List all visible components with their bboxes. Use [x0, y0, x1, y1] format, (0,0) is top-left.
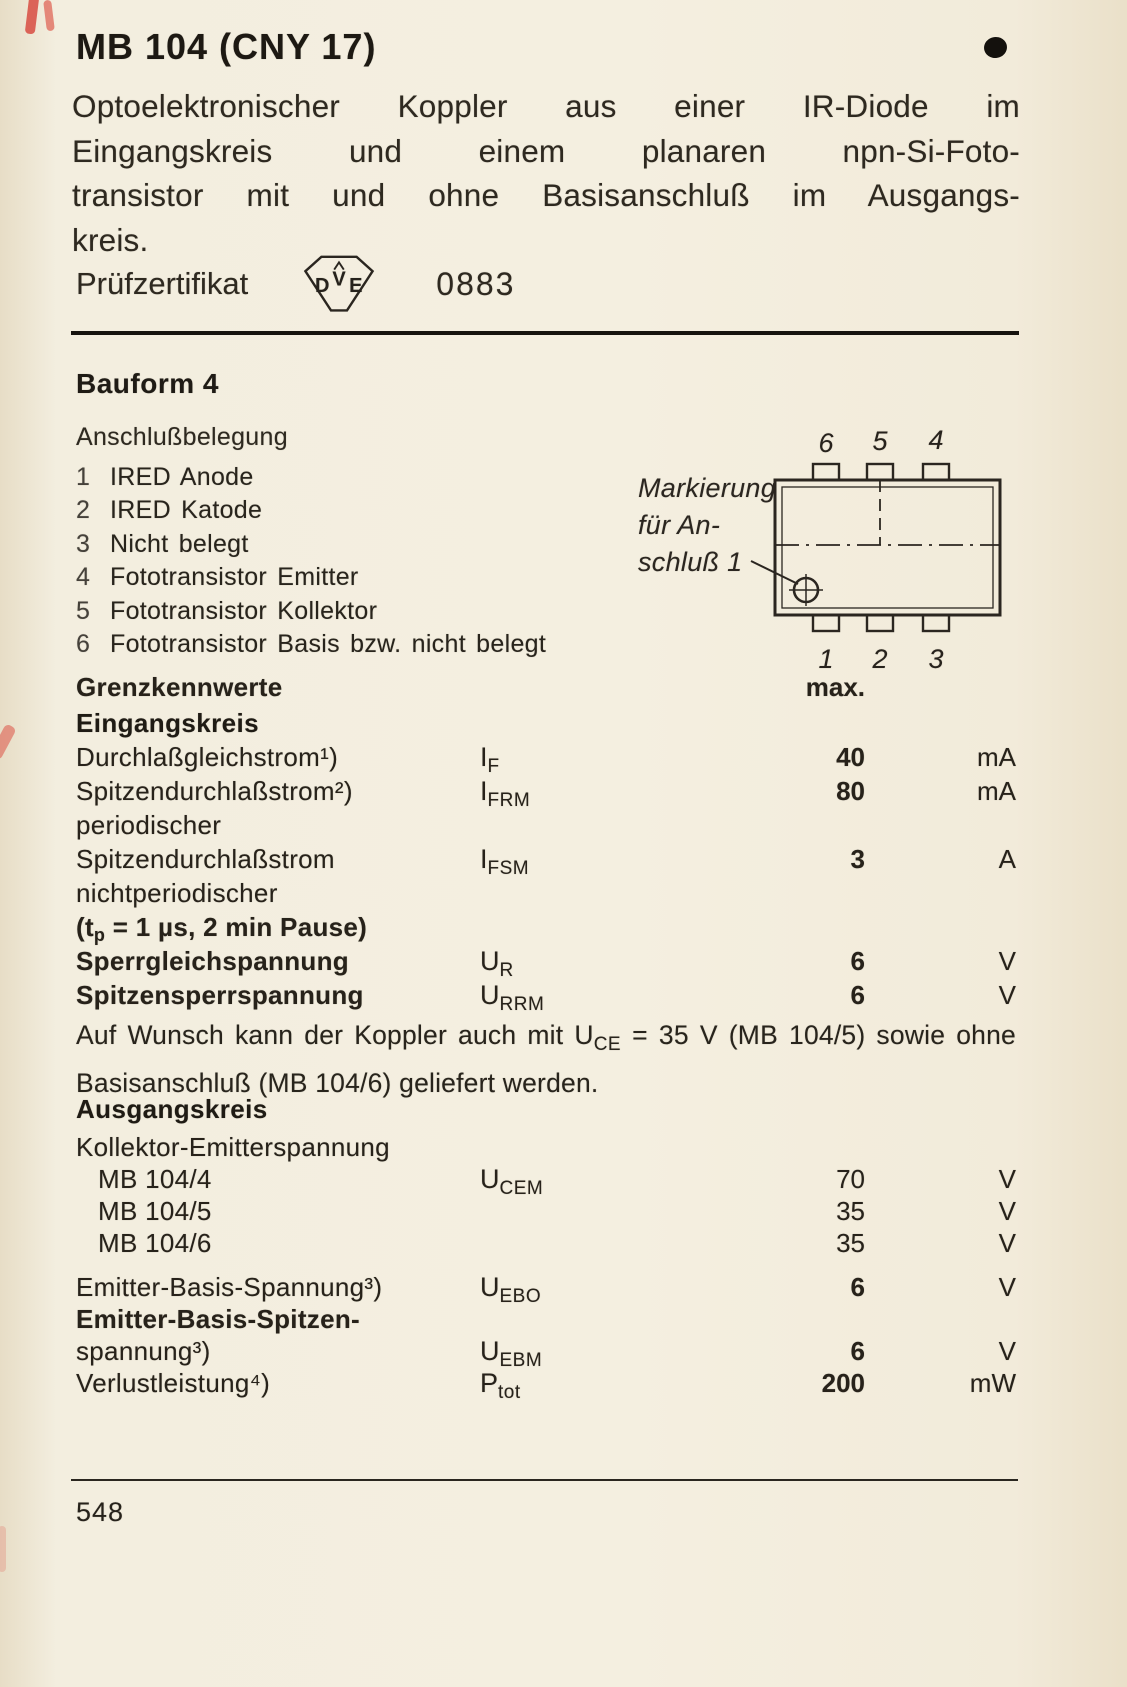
vde-letter-v: V: [332, 268, 346, 291]
package-diagram: [612, 422, 1042, 692]
param-unit: V: [998, 1336, 1016, 1366]
pin-list-item: [76, 595, 546, 628]
output-circuit-table: [76, 1094, 1016, 1403]
param-condition: ($t_p = 1$ µs, 2 min Pause): [76, 912, 368, 945]
param-unit: mW: [969, 1368, 1016, 1398]
param-name: MB 104/6: [98, 1228, 212, 1258]
top-pin-number: 4: [928, 425, 944, 455]
table-row: [76, 946, 1016, 980]
pin-label: Fototransistor Emitter: [110, 563, 359, 592]
param-symbol: $U_{CEM}$: [480, 1164, 544, 1199]
option-note: [76, 1016, 1016, 1103]
description-line: Optoelektronischer Koppler aus einer IR-Diode im: [72, 88, 1020, 124]
table-row: [76, 1336, 1016, 1371]
table-row: [76, 912, 1016, 946]
table-header-row: [76, 672, 1016, 708]
table-row: [76, 1228, 1016, 1260]
param-unit: V: [998, 1272, 1016, 1302]
param-symbol: $U_R$: [480, 946, 514, 981]
max-column-label: max.: [805, 672, 865, 702]
pin-list-item: [76, 461, 546, 494]
param-value: 6: [850, 1272, 865, 1302]
pin-list-item: [76, 528, 546, 561]
param-name: spannung³): [76, 1336, 211, 1366]
param-symbol: $U_{EBM}$: [480, 1336, 543, 1371]
param-value: 6: [850, 980, 865, 1010]
description-paragraph: [72, 84, 1020, 262]
page-title: MB 104 (CNY 17): [76, 26, 377, 67]
marking-annotation-line: für An-: [638, 510, 721, 540]
param-value: 80: [836, 776, 865, 806]
pin-number: 4: [76, 563, 90, 592]
param-name: Durchlaßgleichstrom¹): [76, 742, 339, 772]
description-line: Eingangskreis und einem planaren npn-Si-Foto-: [72, 132, 1020, 169]
pin-number: 2: [76, 496, 90, 525]
bottom-pin-number: 3: [928, 644, 944, 674]
pin-number: 6: [76, 630, 90, 659]
param-name: MB 104/5: [98, 1196, 212, 1226]
table-row: [76, 810, 1016, 844]
pin-label: IRED Katode: [110, 496, 263, 525]
param-name: Verlustleistung⁴): [76, 1368, 271, 1398]
param-unit: mA: [977, 742, 1016, 772]
pin-list-item: [76, 561, 546, 594]
table-row: [76, 844, 1016, 878]
pin-number: 3: [76, 529, 90, 558]
param-unit: A: [998, 844, 1016, 874]
param-value: 6: [850, 946, 865, 976]
limit-values-table: [76, 672, 1016, 1014]
page-number: 548: [76, 1497, 125, 1527]
pin-label: Nicht belegt: [110, 529, 249, 558]
pin-label: Fototransistor Basis bzw. nicht belegt: [110, 630, 547, 659]
table-row: [76, 1164, 1016, 1199]
option-note-line: Basisanschluß (MB 104/6) geliefert werden.: [76, 1068, 599, 1098]
top-pin-number: 5: [872, 426, 888, 456]
footer-rule: [71, 1479, 1018, 1481]
pin-label: Fototransistor Kollektor: [110, 596, 378, 625]
description-line: transistor mit und ohne Basisanschluß im Ausgangs-: [72, 177, 1020, 213]
input-circuit-section-label: Eingangskreis: [76, 708, 259, 738]
pin-assignment-heading: Anschlußbelegung: [76, 423, 288, 451]
param-name: Spitzendurchlaßstrom: [76, 844, 335, 874]
certificate-number: 0883: [436, 265, 516, 302]
pin-list-item: [76, 628, 546, 661]
marking-annotation-line: Markierung: [638, 473, 777, 503]
param-symbol: $I_{FSM}$: [480, 844, 530, 879]
param-symbol: $I_F$: [480, 742, 500, 777]
pin-number: 1: [76, 463, 90, 491]
param-name: Spitzensperrspannung: [76, 980, 364, 1010]
table-row: [76, 980, 1016, 1014]
vde-letter-d: D: [315, 275, 330, 297]
param-unit: V: [998, 1164, 1016, 1194]
bottom-pin-number: 2: [872, 644, 888, 674]
vde-logo-icon: [298, 252, 380, 316]
table-row: [76, 1368, 1016, 1403]
param-name: Emitter-Basis-Spitzen-: [76, 1304, 360, 1334]
param-value: 35: [836, 1228, 865, 1258]
param-name: periodischer: [76, 810, 222, 840]
limits-heading: Grenzkennwerte: [76, 672, 283, 702]
table-row: [76, 878, 1016, 912]
pin-list: [76, 461, 546, 661]
param-name: nichtperiodischer: [76, 878, 278, 908]
table-row: [76, 742, 1016, 776]
table-row: [76, 1304, 1016, 1336]
param-symbol: $U_{EBO}$: [480, 1272, 542, 1307]
param-value: 6: [850, 1336, 865, 1366]
horizontal-rule: [71, 331, 1019, 335]
table-row: [76, 1196, 1016, 1228]
param-name: Sperrgleichspannung: [76, 946, 349, 976]
table-row: [76, 1272, 1016, 1307]
marking-annotation-line: schluß 1: [638, 547, 743, 577]
param-name: Emitter-Basis-Spannung³): [76, 1272, 383, 1302]
pin-number: 5: [76, 596, 90, 625]
param-value: 70: [836, 1164, 865, 1194]
param-symbol: $I_{FRM}$: [480, 776, 531, 811]
output-circuit-section-label: Ausgangskreis: [76, 1094, 268, 1124]
marking-annotation: [638, 470, 776, 581]
bottom-pin-number: 1: [818, 644, 834, 674]
top-pin-number: 6: [818, 428, 834, 458]
table-row: [76, 1132, 1016, 1164]
param-unit: V: [998, 980, 1016, 1010]
param-symbol: $U_{RRM}$: [480, 980, 545, 1015]
scan-artifact-red: [0, 1526, 6, 1572]
param-unit: V: [998, 1196, 1016, 1226]
certificate-label: Prüfzertifikat: [76, 266, 249, 301]
table-row: [76, 776, 1016, 810]
param-unit: V: [998, 946, 1016, 976]
param-value: 35: [836, 1196, 865, 1226]
vde-letter-e: E: [349, 275, 363, 297]
param-unit: mA: [977, 776, 1016, 806]
param-symbol: $P_{tot}$: [480, 1368, 521, 1403]
param-value: 200: [821, 1368, 865, 1398]
pin-list-item: [76, 494, 546, 527]
description-line: kreis.: [72, 221, 149, 258]
certificate-row: [76, 248, 515, 320]
param-name: MB 104/4: [98, 1164, 212, 1194]
param-name: Kollektor-Emitterspannung: [76, 1132, 390, 1162]
param-value: 3: [850, 844, 865, 874]
option-note-line: Auf Wunsch kann der Koppler auch mit $U_{CE} = 35$ V (MB 104/5) sowie ohne: [76, 1020, 1016, 1055]
pin-label: IRED Anode: [110, 463, 254, 491]
bauform-heading: Bauform 4: [76, 368, 219, 399]
param-name: Spitzendurchlaßstrom²): [76, 776, 353, 806]
param-value: 40: [836, 742, 865, 772]
param-unit: V: [998, 1228, 1016, 1258]
